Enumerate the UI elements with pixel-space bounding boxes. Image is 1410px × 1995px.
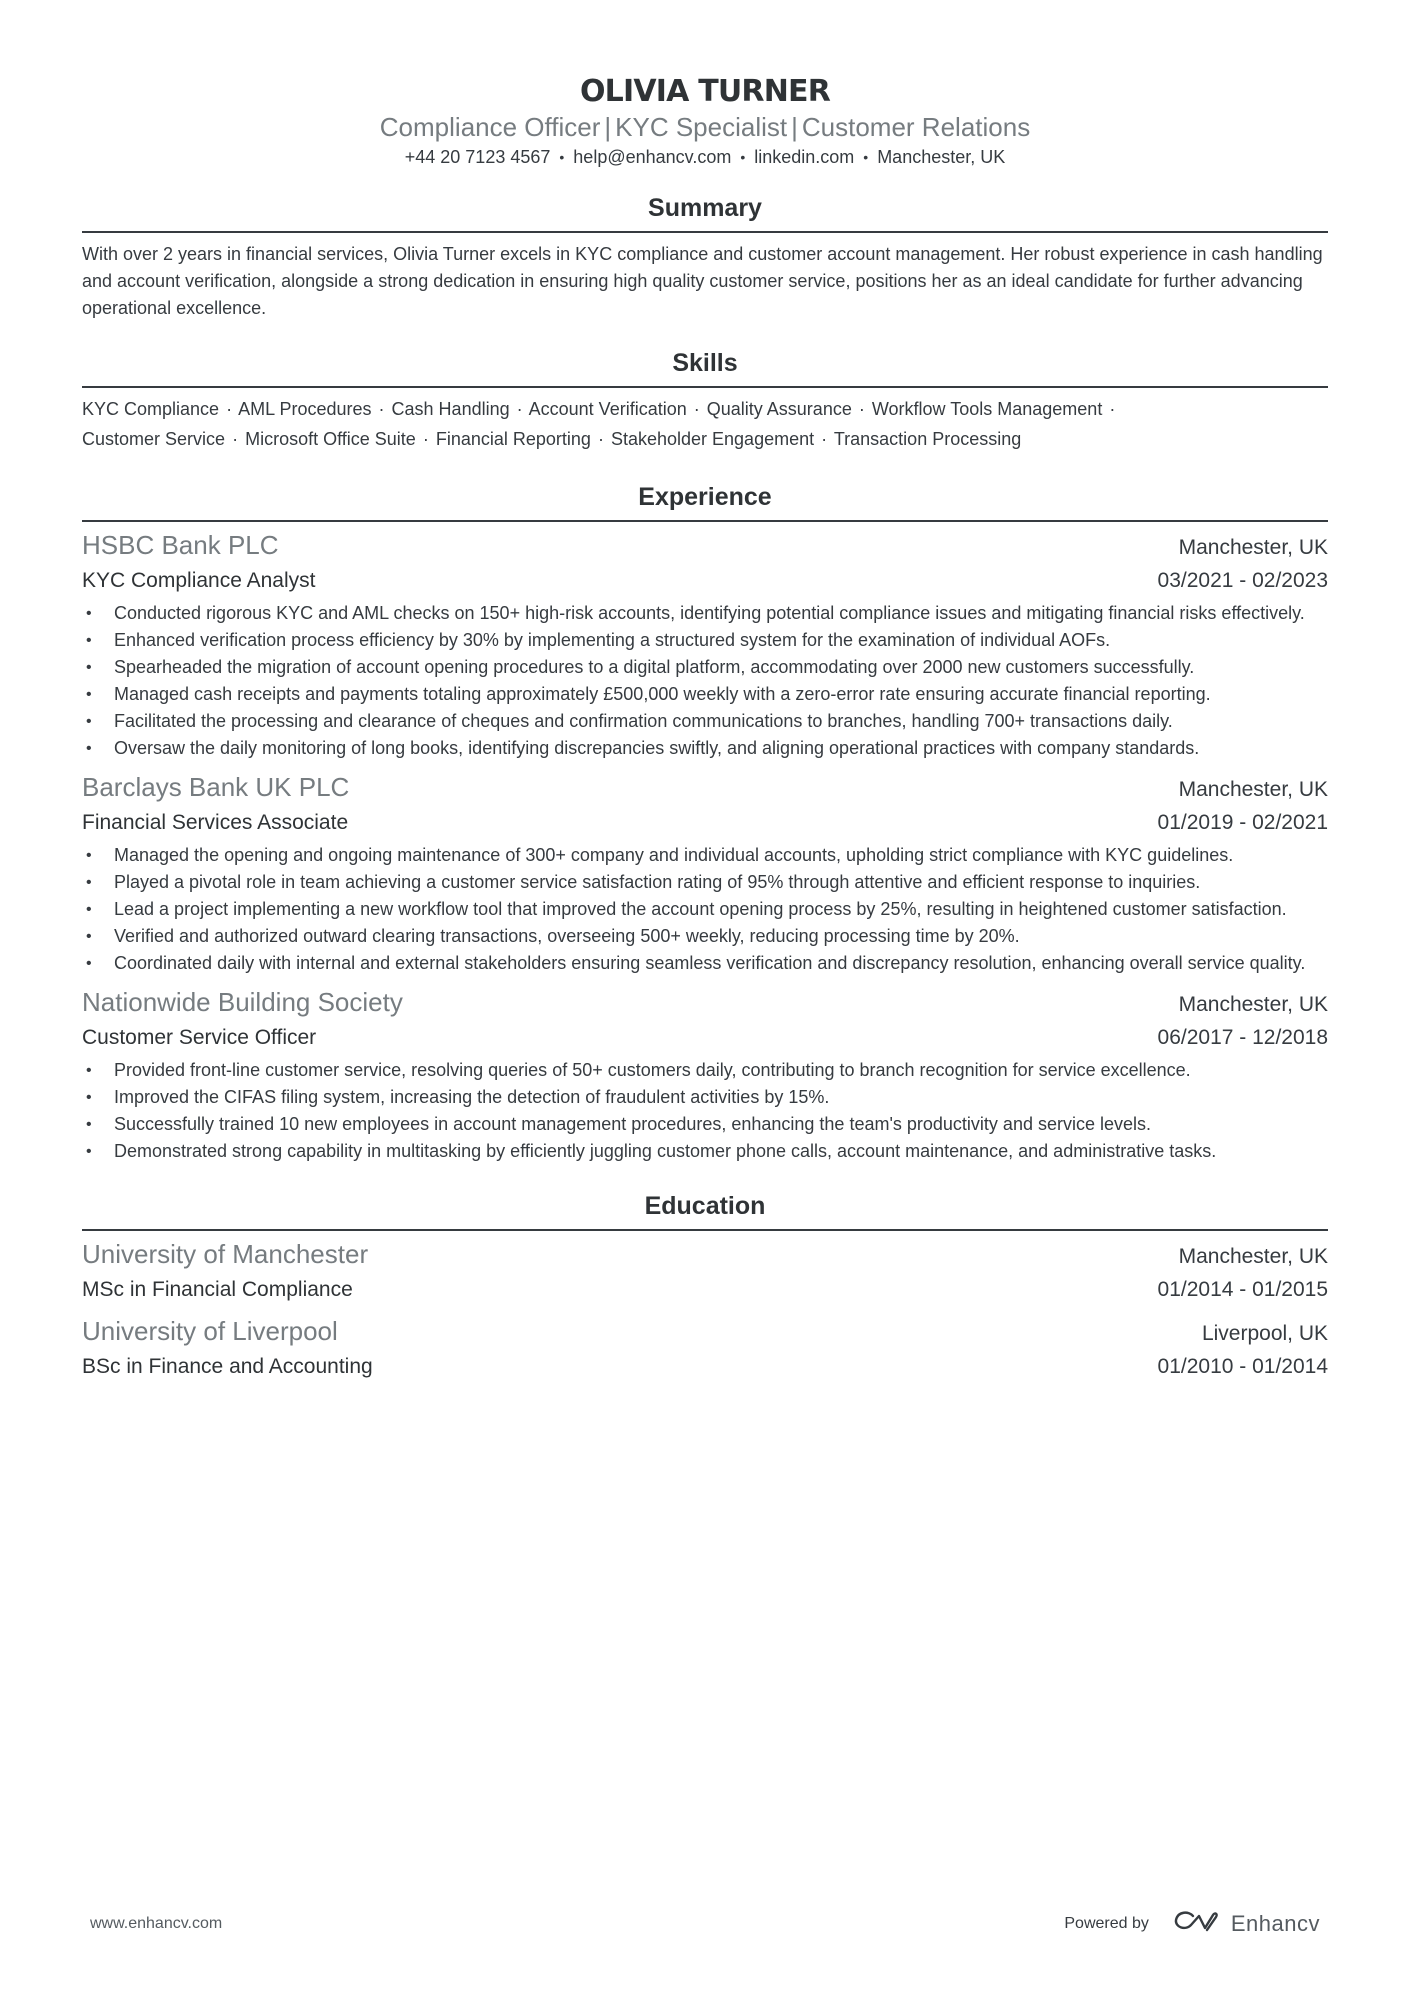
job-location: Manchester, UK — [1178, 993, 1328, 1016]
education-dates: 01/2014 - 01/2015 — [1157, 1278, 1328, 1301]
experience-entry — [82, 985, 1328, 1165]
degree: MSc in Financial Compliance — [82, 1278, 353, 1301]
skill-separator: · — [232, 429, 239, 449]
achievement-item: • Managed cash receipts and payments totaling approximately £500,000 weekly with a zero-error rate ensuring accurate financial reporting. — [82, 681, 1328, 708]
powered-by-label: Powered by — [1064, 1914, 1149, 1932]
title-item: Compliance Officer — [379, 112, 601, 142]
skills-section — [82, 346, 1328, 454]
skill-item: Cash Handling — [391, 399, 510, 419]
job-title: Financial Services Associate — [82, 811, 349, 834]
achievement-item: • Successfully trained 10 new employees in account management procedures, enhancing the team's productivity and service levels. — [82, 1111, 1328, 1138]
linkedin-link[interactable]: linkedin.com — [754, 147, 855, 167]
skill-item: Financial Reporting — [435, 429, 591, 449]
experience-entry — [82, 528, 1328, 762]
summary-section — [82, 191, 1328, 322]
resume-header — [82, 0, 1328, 171]
summary-text: With over 2 years in financial services, Olivia Turner excels in KYC compliance and customer account management. Her robust experience in cash handling and account verification, alongside a strong dedication in ensuring high quality customer service, positions her as an ideal candidate for further advancing operational excellence. — [82, 244, 1323, 318]
achievement-item: • Verified and authorized outward clearing transactions, overseeing 500+ weekly, reducing processing time by 20%. — [82, 923, 1328, 950]
contact-info — [82, 144, 1328, 171]
section-heading: Experience — [82, 480, 1328, 522]
skill-item: Microsoft Office Suite — [245, 429, 416, 449]
skill-item: Stakeholder Engagement — [610, 429, 815, 449]
enhancv-logo-icon — [1173, 1908, 1219, 1939]
section-heading: Skills — [82, 346, 1328, 388]
achievement-item: • Improved the CIFAS filing system, increasing the detection of fraudulent activities by 15%. — [82, 1084, 1328, 1111]
achievement-item: • Managed the opening and ongoing maintenance of 300+ company and individual accounts, upholding strict compliance with KYC guidelines. — [82, 842, 1328, 869]
job-title: Customer Service Officer — [82, 1026, 317, 1049]
email-link[interactable]: help@enhancv.com — [573, 147, 732, 167]
job-title: KYC Compliance Analyst — [82, 569, 316, 592]
achievement-item: • Enhanced verification process efficiency by 30% by implementing a structured system for the examination of individual AOFs. — [82, 627, 1328, 654]
company-name: Nationwide Building Society — [82, 987, 403, 1017]
skill-separator: · — [693, 399, 700, 419]
achievement-item: • Facilitated the processing and clearance of cheques and confirmation communications to branches, handling 700+ transactions daily. — [82, 708, 1328, 735]
experience-section — [82, 480, 1328, 1165]
contact-separator: • — [740, 149, 746, 165]
skill-separator: · — [858, 399, 865, 419]
achievement-item: • Played a pivotal role in team achieving a customer service satisfaction rating of 95% through attentive and efficient response to inquiries. — [82, 869, 1328, 896]
section-heading: Summary — [82, 191, 1328, 233]
skill-item: Transaction Processing — [833, 429, 1022, 449]
skill-separator: · — [422, 429, 429, 449]
skill-separator: · — [1109, 399, 1116, 419]
skill-separator: · — [516, 399, 523, 419]
skill-separator: · — [821, 429, 828, 449]
achievement-item: • Oversaw the daily monitoring of long books, identifying discrepancies swiftly, and aligning operational practices with company standards. — [82, 735, 1328, 762]
education-section — [82, 1189, 1328, 1383]
candidate-title — [82, 110, 1328, 144]
title-separator: | — [604, 112, 612, 142]
skill-separator: · — [378, 399, 385, 419]
skill-item: AML Procedures — [238, 399, 372, 419]
skill-separator: · — [226, 399, 233, 419]
skill-item: Quality Assurance — [706, 399, 852, 419]
skills-list — [82, 394, 1328, 454]
achievement-item: • Conducted rigorous KYC and AML checks on 150+ high-risk accounts, identifying potential compliance issues and mitigating financial risks effectively. — [82, 600, 1328, 627]
experience-entry — [82, 770, 1328, 977]
school-name: University of Manchester — [82, 1239, 369, 1269]
skill-item: KYC Compliance — [82, 399, 220, 419]
education-entry — [82, 1314, 1328, 1383]
school-location: Manchester, UK — [1178, 1245, 1328, 1268]
skill-item: Workflow Tools Management — [871, 399, 1103, 419]
powered-by — [1064, 1908, 1320, 1939]
job-dates: 06/2017 - 12/2018 — [1157, 1026, 1328, 1049]
section-heading: Education — [82, 1189, 1328, 1231]
brand-name: Enhancv — [1230, 1910, 1320, 1936]
title-separator: | — [791, 112, 798, 142]
skill-separator: · — [597, 429, 604, 449]
job-dates: 03/2021 - 02/2023 — [1157, 569, 1328, 592]
company-name: HSBC Bank PLC — [82, 530, 279, 560]
degree: BSc in Finance and Accounting — [82, 1355, 373, 1378]
title-item: Customer Relations — [801, 112, 1031, 142]
title-item: KYC Specialist — [615, 112, 788, 142]
education-entry — [82, 1237, 1328, 1306]
company-name: Barclays Bank UK PLC — [82, 772, 350, 802]
education-dates: 01/2010 - 01/2014 — [1157, 1355, 1328, 1378]
achievement-item: • Demonstrated strong capability in multitasking by efficiently juggling customer phone calls, account maintenance, and administrative tasks. — [82, 1138, 1328, 1165]
contact-separator: • — [863, 149, 869, 165]
skill-item: Account Verification — [528, 399, 687, 419]
page-footer — [0, 1908, 1410, 1939]
achievement-item: • Provided front-line customer service, resolving queries of 50+ customers daily, contributing to branch recognition for service excellence. — [82, 1057, 1328, 1084]
achievement-list — [82, 1057, 1328, 1165]
job-dates: 01/2019 - 02/2021 — [1157, 811, 1328, 834]
contact-separator: • — [559, 149, 565, 165]
job-location: Manchester, UK — [1178, 536, 1328, 559]
phone: +44 20 7123 4567 — [404, 147, 551, 167]
school-location: Liverpool, UK — [1201, 1322, 1328, 1345]
achievement-item: • Lead a project implementing a new workflow tool that improved the account opening process by 25%, resulting in heightened customer satisfaction. — [82, 896, 1328, 923]
candidate-name: OLIVIA TURNER — [579, 74, 831, 109]
skill-item: Customer Service — [82, 429, 226, 449]
brand-link[interactable] — [1173, 1908, 1320, 1939]
achievement-list — [82, 842, 1328, 977]
achievement-item: • Spearheaded the migration of account opening procedures to a digital platform, accommodating over 2000 new customers successfully. — [82, 654, 1328, 681]
job-location: Manchester, UK — [1178, 778, 1328, 801]
location: Manchester, UK — [877, 147, 1006, 167]
website-link[interactable]: www.enhancv.com — [90, 1914, 223, 1932]
school-name: University of Liverpool — [82, 1316, 338, 1346]
achievement-item: • Coordinated daily with internal and external stakeholders ensuring seamless verification and discrepancy resolution, enhancing overall service quality. — [82, 950, 1328, 977]
achievement-list — [82, 600, 1328, 762]
